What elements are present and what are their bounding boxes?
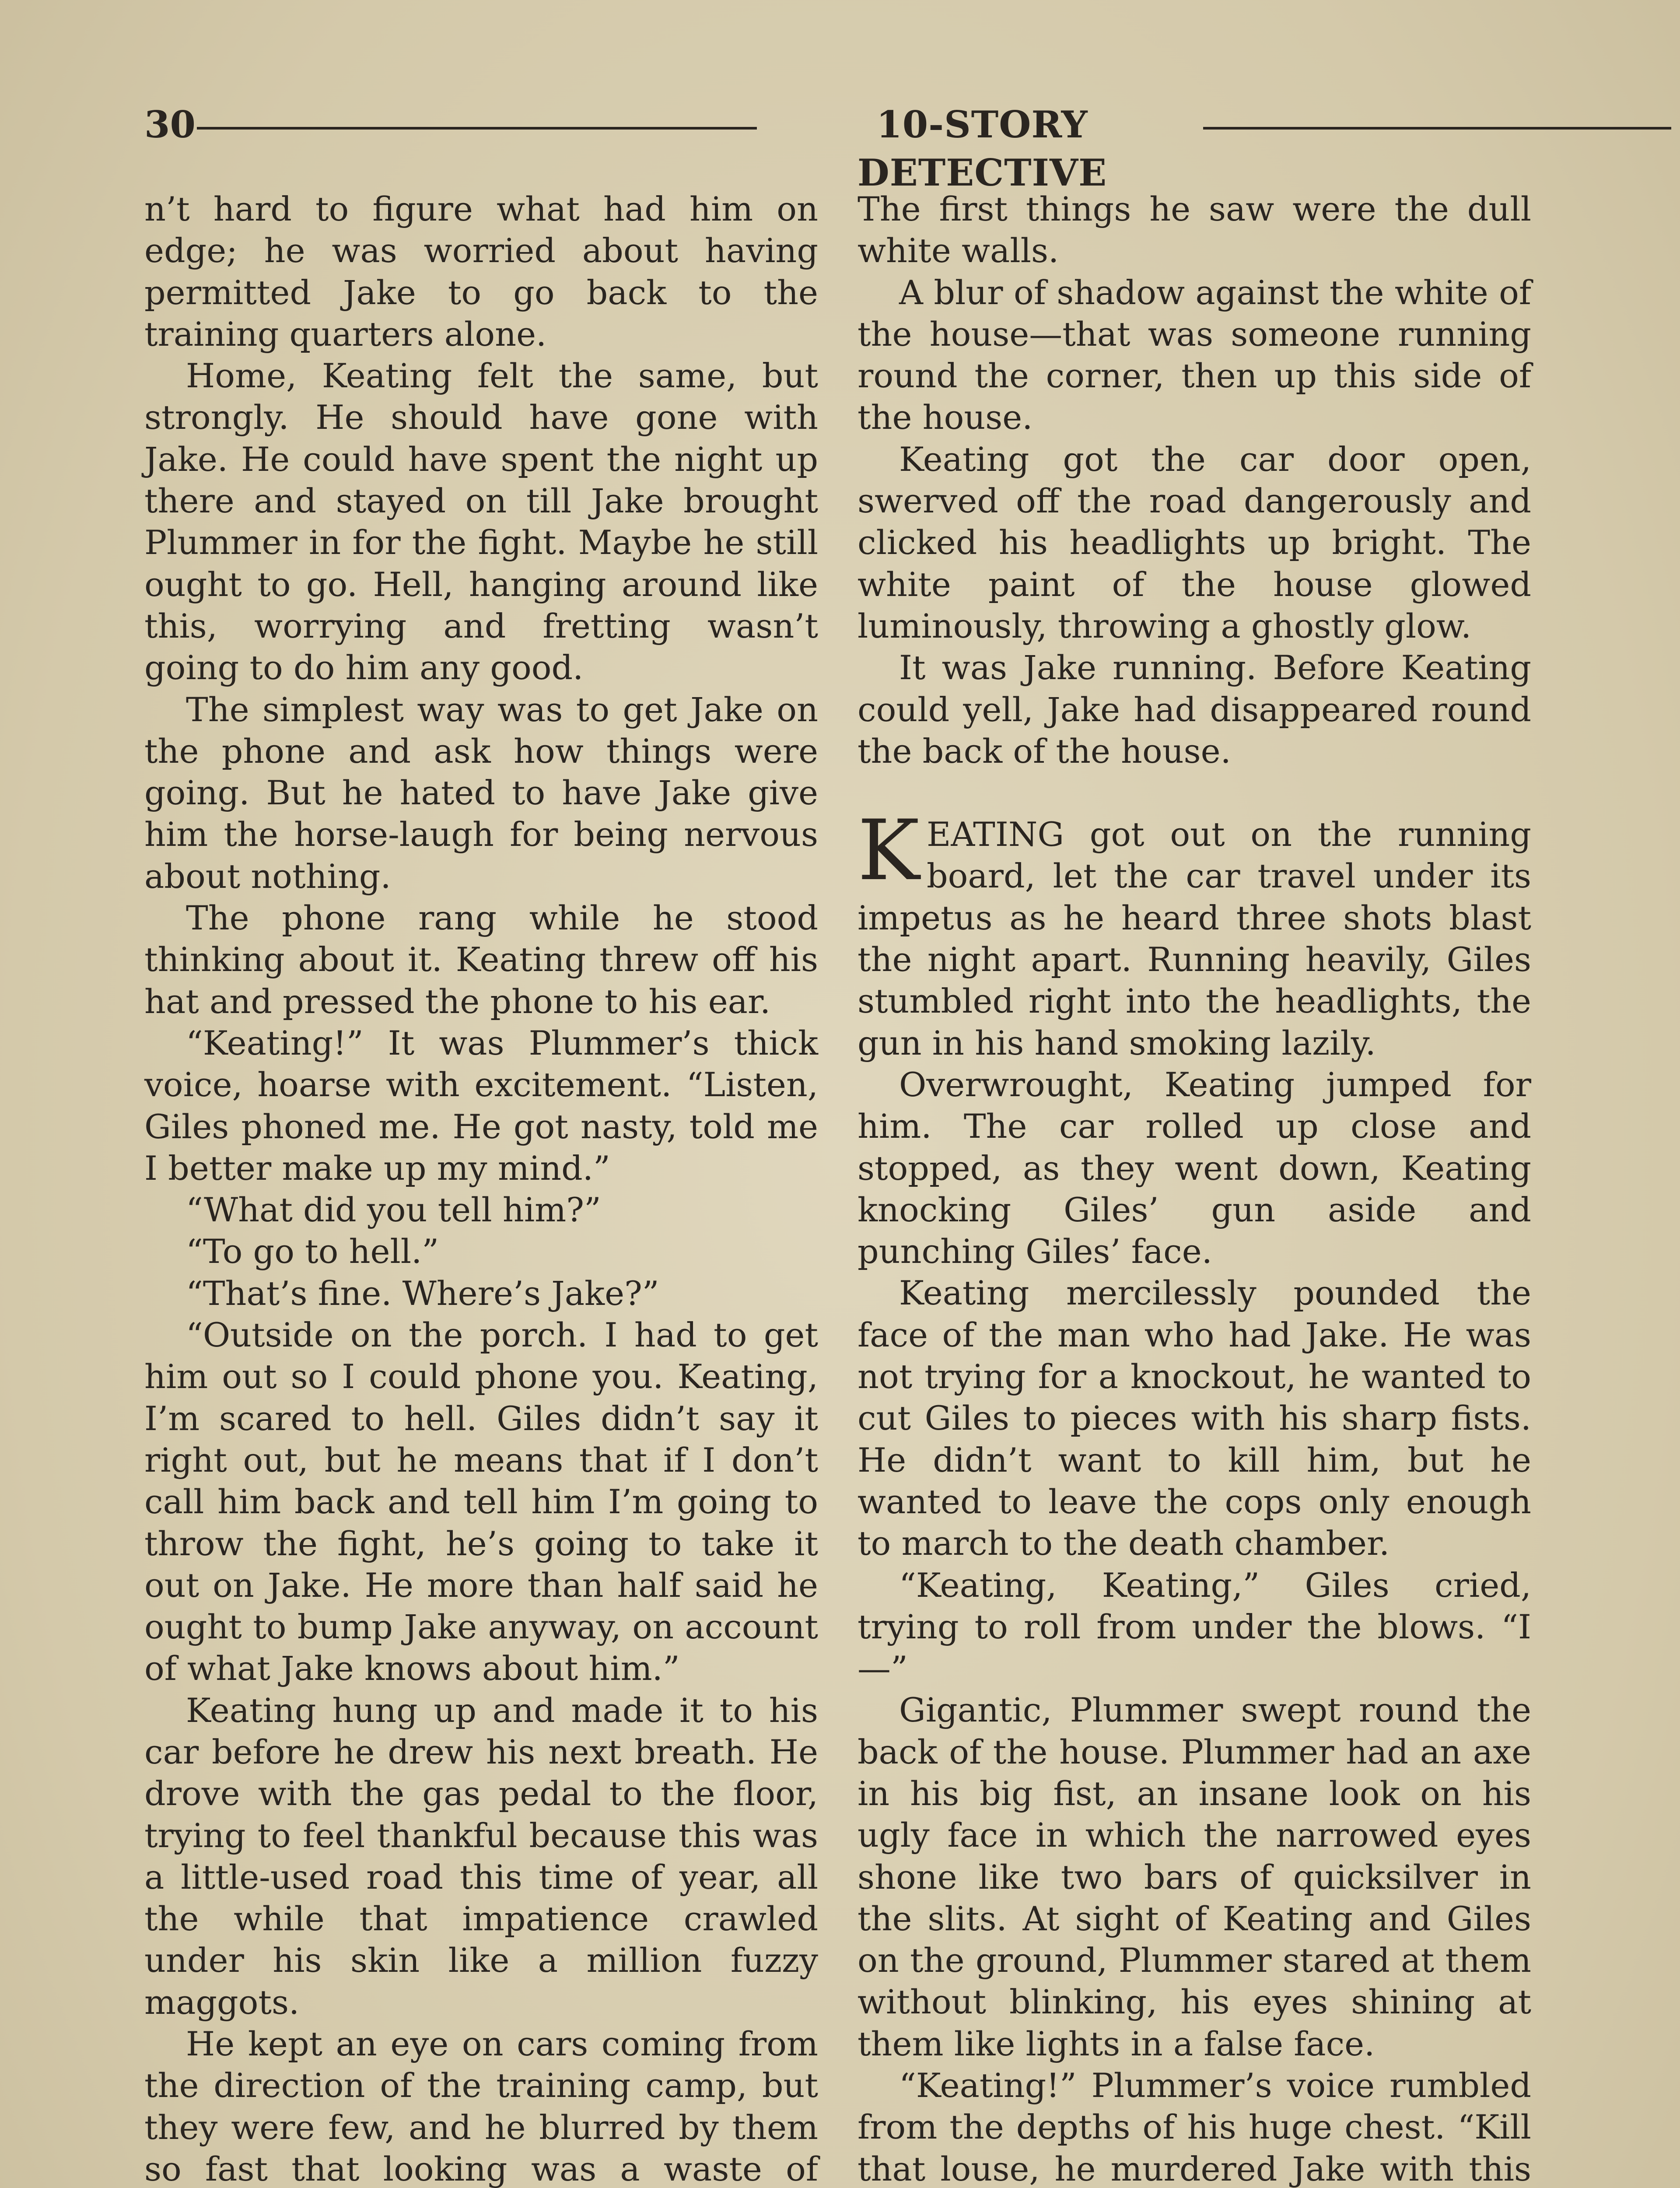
section-opening-text: EATING got out on the running board, let the car travel under its impetus as he heard three shots blast the night apart. Running heavily, Giles stumbled right into the headlights, the gun in his hand smoking lazily. — [858, 815, 1531, 1062]
header-rule-left — [197, 127, 757, 130]
page-header — [144, 101, 1531, 194]
paragraph: Keating mercilessly pounded the face of the man who had Jake. He was not trying for a knockout, he wanted to cut Giles to pieces with his sharp fists. He didn’t want to kill him, but he wanted to leave the cops only enough to march to the death chamber. — [858, 1273, 1531, 1563]
paragraph: Overwrought, Keating jumped for him. The car rolled up close and stopped, as they went down, Keating knocking Giles’ gun aside and punching Giles’ face. — [858, 1065, 1531, 1271]
paragraph: The first things he saw were the dull white walls. — [858, 189, 1531, 270]
right-column — [858, 188, 1531, 2188]
header-rule-right — [1203, 127, 1671, 130]
drop-cap: K — [858, 802, 920, 899]
paragraph: Home, Keating felt the same, but strongly. He should have gone with Jake. He could have spent the night up there and stayed on till Jake brought Plummer in for the fight. Maybe he still ought to go. Hell, hanging around like this, worrying and fretting wasn’t going to do him any good. — [144, 356, 818, 687]
page-number: 30 — [144, 103, 196, 146]
paragraph: A blur of shadow against the white of the house—that was someone running round the corner, then up this side of the house. — [858, 273, 1531, 437]
paragraph: “What did you tell him?” — [186, 1190, 601, 1230]
paragraph: Keating hung up and made it to his car before he drew his next breath. He drove with the gas pedal to the floor, trying to feel thankful because this was a little-used road this time of year, all the while that impatience crawled under his skin like a million fuzzy maggots. — [144, 1690, 818, 2022]
paragraph: The phone rang while he stood thinking about it. Keating threw off his hat and pressed the phone to his ear. — [144, 898, 818, 1021]
paragraph: Keating got the car door open, swerved off the road dangerously and clicked his headlights up bright. The white paint of the house glowed luminously, throwing a ghostly glow. — [858, 439, 1531, 645]
magazine-title: 10-STORY DETECTIVE — [857, 103, 1107, 194]
paragraph: “That’s fine. Where’s Jake?” — [186, 1273, 659, 1313]
paragraph: n’t hard to figure what had him on edge; he was worried about having permitted Jake to go back to the training quarters alone. — [144, 189, 818, 354]
paragraph: “Keating!” Plummer’s voice rumbled from the depths of his huge chest. “Kill that louse, he murdered Jake with this — [858, 2066, 1531, 2188]
left-column — [144, 188, 818, 2188]
paragraph: “Keating!” It was Plummer’s thick voice, hoarse with excitement. “Listen, Giles phoned me. He got nasty, told me I better make up my mind.” — [144, 1023, 818, 1188]
paragraph: He kept an eye on cars coming from the direction of the training camp, but they were few, and he blurred by them so fast that looking was a waste of — [144, 2024, 818, 2188]
paragraph: “Outside on the porch. I had to get him out so I could phone you. Keating, I’m scared to hell. Giles didn’t say it right out, but he means that if I don’t call him back and tell him I’m going to throw the fight, he’s going to take it out on Jake. He more than half said he ought to bump Jake anyway, on account of what Jake knows about him.” — [144, 1315, 818, 1688]
paragraph: “Keating, Keating,” Giles cried, trying to roll from under the blows. “I—” — [858, 1565, 1531, 1688]
paragraph: “To go to hell.” — [186, 1232, 439, 1271]
paragraph: It was Jake running. Before Keating could yell, Jake had disappeared round the back of the house. — [858, 648, 1531, 771]
paragraph: Gigantic, Plummer swept round the back of the house. Plummer had an axe in his big fist, an insane look on his ugly face in which the narrowed eyes shone like two bars of quicksilver in the slits. At sight of Keating and Giles on the ground, Plummer stared at them without blinking, his eyes shining at them like lights in a false face. — [858, 1690, 1531, 2063]
section-opening-paragraph — [858, 802, 1531, 1064]
paragraph: The simplest way was to get Jake on the phone and ask how things were going. But he hated to have Jake give him the horse-laugh for being nervous about nothing. — [144, 690, 818, 896]
